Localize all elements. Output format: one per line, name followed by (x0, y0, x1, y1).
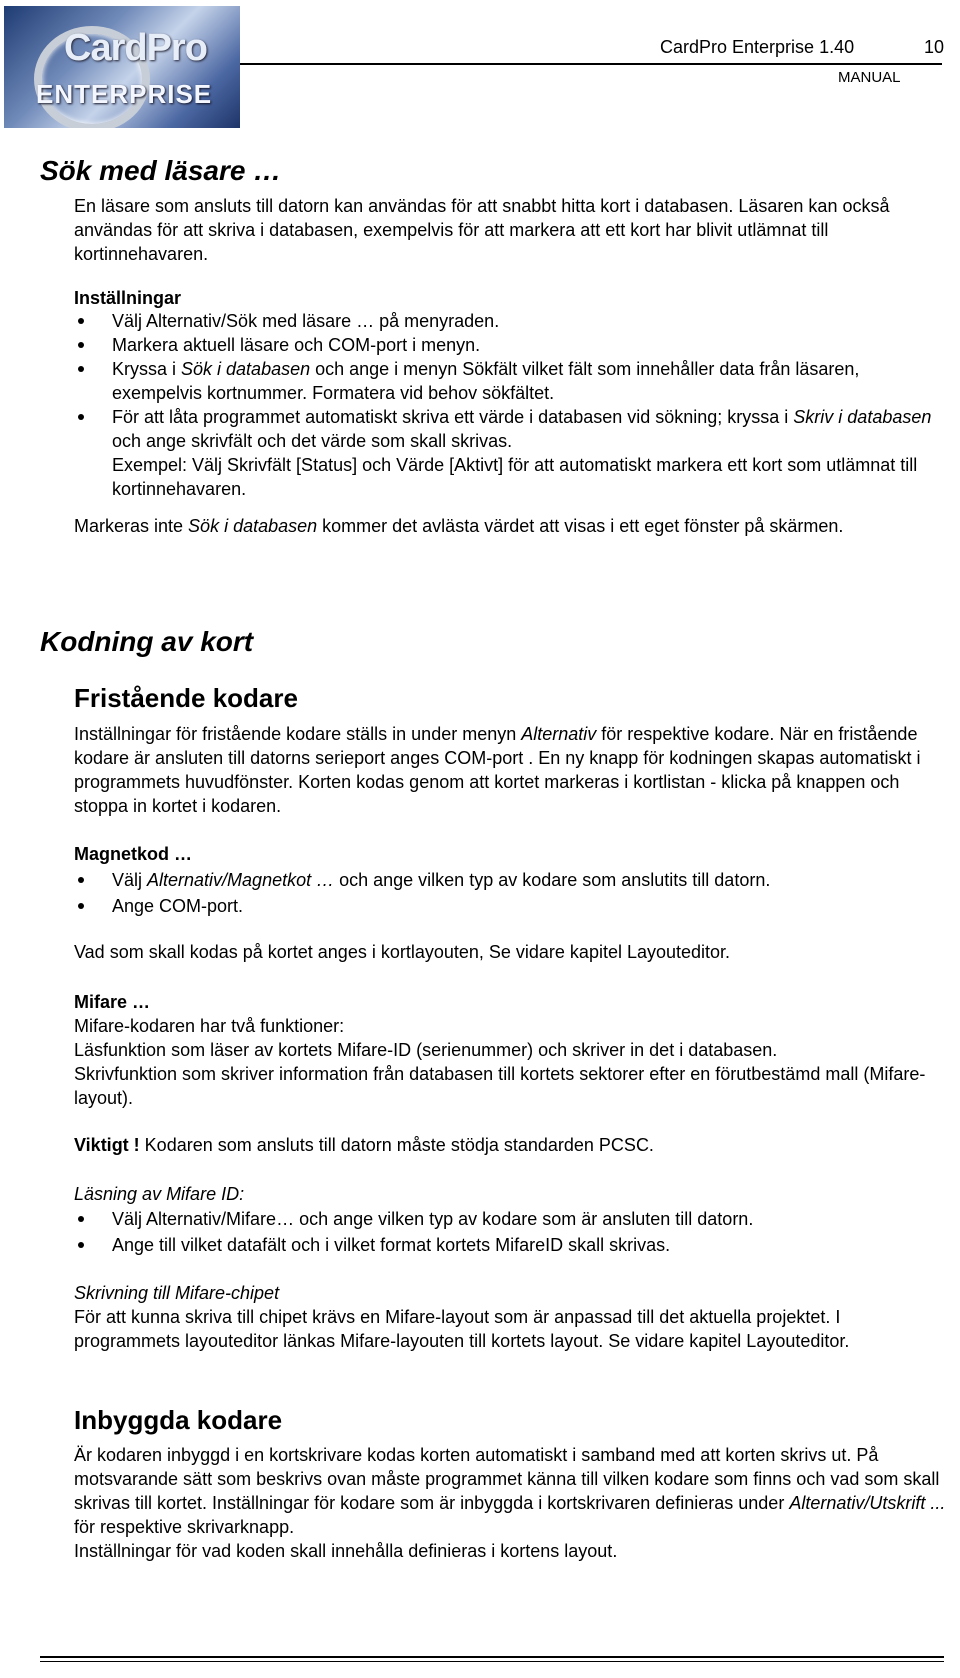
bullet-icon (78, 342, 84, 348)
note-emphasis: Sök i databasen (188, 516, 318, 536)
important-text: Kodaren som ansluts till datorn måste stödja standarden PCSC. (139, 1135, 654, 1155)
page-number: 10 (924, 37, 945, 57)
magnetkod-note: Vad som skall kodas på kortet anges i kortlayouten, Se vidare kapitel Layouteditor. (74, 942, 731, 962)
mifare-line-3: Skrivfunktion som skriver information från databasen till kortets sektorer efter en förutbestämd mall (Mifare-layout). (74, 1064, 926, 1108)
list-item (74, 894, 952, 918)
list-item (74, 1207, 952, 1231)
logo-text-cardpro: CardPro (64, 27, 207, 69)
logo-text-enterprise: ENTERPRISE (36, 79, 213, 109)
list-item-text: och ange i menyn Sökfält vilket fält som innehåller data från läsaren, exempelvis kortnummer. Formatera vid behov sökfältet. (112, 359, 860, 403)
paragraph-text: Är kodaren inbyggd i en kortskrivare kodas korten automatiskt i samband med att korten skrivs ut. På motsvarande sätt som beskrivs ovan måste programmet känna till vilken kodare som finns och vad som skall skrivas till kortet. Inställningar för kodare som är inbyggda i kortskrivaren definieras under (74, 1445, 940, 1513)
note-text: kommer det avlästa värdet att visas i ett eget fönster på skärmen. (317, 516, 844, 536)
header-title: CardPro Enterprise 1.40 (660, 37, 855, 57)
inbyggda-paragraph (74, 1443, 950, 1563)
read-mifare-bullet-list (74, 1207, 952, 1257)
mifare-line-1: Mifare-kodaren har två funktioner: (74, 1016, 345, 1036)
settings-bullet-list (74, 309, 952, 501)
paragraph-text: Inställningar för fristående kodare ställs in under menyn (74, 724, 522, 744)
note-paragraph (74, 514, 950, 538)
paragraph-text: för respektive kodare. När en fristående kodare är ansluten till datorns serieport anges COM-port . En ny knapp för kodningen skapas automatiskt i programmets huvudfönster. Korten kodas genom att kortet markeras i kortlistan - klicka på knappen och stoppa in kortet i kodaren. (74, 724, 921, 816)
list-item-text: Markera aktuell läsare och COM-port i menyn. (112, 335, 481, 355)
list-item-text: Välj Alternativ/Sök med läsare … på menyraden. (112, 311, 500, 331)
list-item-text: Välj Alternativ/Mifare… och ange vilken typ av kodare som är ansluten till datorn. (112, 1209, 754, 1229)
read-mifare-heading: Läsning av Mifare ID: (74, 1184, 245, 1204)
mifare-line-2: Läsfunktion som läser av kortets Mifare-ID (serienummer) och skriver in det i databasen. (74, 1040, 778, 1060)
cardpro-enterprise-logo (4, 6, 240, 128)
bullet-icon (78, 414, 84, 420)
list-item (74, 405, 952, 501)
list-item (74, 333, 952, 357)
list-item-emphasis: Skriv i databasen (793, 407, 932, 427)
section-title-kodning-av-kort: Kodning av kort (40, 626, 254, 657)
note-text: Markeras inte (74, 516, 189, 536)
subsection-title-fristaende-kodare: Fristående kodare (74, 683, 298, 713)
list-item-text: Ange till vilket datafält och i vilket format kortets MifareID skall skrivas. (112, 1235, 671, 1255)
list-item-emphasis: Sök i databasen (181, 359, 311, 379)
list-item-text: För att låta programmet automatiskt skriva ett värde i databasen vid sökning; kryssa i (112, 407, 794, 427)
fristaende-paragraph (74, 722, 950, 818)
paragraph-emphasis: Alternativ/Utskrift ... (789, 1493, 946, 1513)
write-mifare-paragraph: För att kunna skriva till chipet krävs en Mifare-layout som är anpassad till det aktuella projektet. I programmets layouteditor länkas Mifare-layouten till kortets layout. Se vidare kapitel Layouteditor. (74, 1307, 850, 1351)
subsection-title-inbyggda-kodare: Inbyggda kodare (74, 1405, 283, 1435)
bullet-icon (78, 877, 84, 883)
footer-divider-thin (40, 1661, 944, 1662)
list-item-text: och ange skrivfält och det värde som skall skrivas. (112, 431, 513, 451)
paragraph-emphasis: Alternativ (521, 724, 597, 744)
header-subtitle: MANUAL (838, 69, 901, 86)
list-item (74, 357, 952, 405)
magnetkod-bullet-list (74, 868, 952, 918)
bullet-icon (78, 366, 84, 372)
list-item-example: Exempel: Välj Skrivfält [Status] och Värde [Aktivt] för att automatiskt markera ett kort som utlämnat till kortinnehavaren. (112, 455, 918, 499)
list-item-text: Välj (112, 870, 148, 890)
bullet-icon (78, 318, 84, 324)
list-item (74, 1233, 952, 1257)
write-mifare-heading: Skrivning till Mifare-chipet (74, 1283, 280, 1303)
bullet-icon (78, 1242, 84, 1248)
footer-divider (40, 1656, 944, 1658)
important-label: Viktigt ! (74, 1135, 140, 1155)
list-item-text: Kryssa i (112, 359, 182, 379)
header-divider (240, 63, 942, 65)
mifare-heading: Mifare … (74, 992, 151, 1012)
bullet-icon (78, 1216, 84, 1222)
important-note (74, 1133, 950, 1157)
list-item (74, 309, 952, 333)
paragraph-text: för respektive skrivarknapp. (74, 1517, 295, 1537)
list-item (74, 868, 952, 892)
section-intro-paragraph: En läsare som ansluts till datorn kan användas för att snabbt hitta kort i databasen. Läsaren kan också användas för att skriva i databasen, exempelvis för att markera att ett kort har blivit utlämnat till kortinnehavaren. (74, 196, 890, 264)
list-item-text: och ange vilken typ av kodare som anslutits till datorn. (334, 870, 771, 890)
paragraph-text: Inställningar för vad koden skall innehålla definieras i kortens layout. (74, 1541, 618, 1561)
bullet-icon (78, 903, 84, 909)
list-item-text: Ange COM-port. (112, 896, 244, 916)
magnetkod-heading: Magnetkod … (74, 844, 193, 864)
settings-heading: Inställningar (74, 288, 182, 308)
section-title-sok-med-lasare: Sök med läsare … (40, 155, 282, 186)
list-item-emphasis: Alternativ/Magnetkot … (147, 870, 335, 890)
